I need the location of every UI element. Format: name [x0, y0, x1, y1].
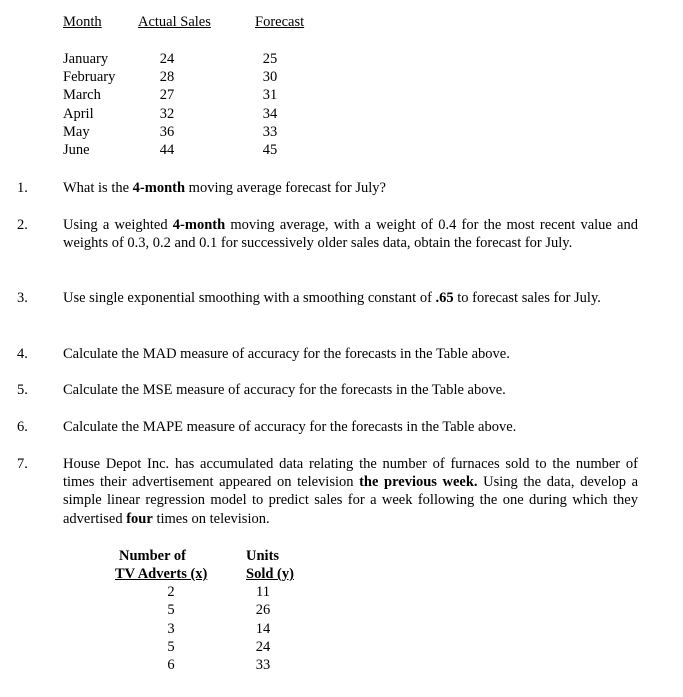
forecast-cell: 45 — [262, 142, 278, 158]
month-cell: May — [63, 124, 90, 140]
forecast-cell: 30 — [262, 69, 278, 85]
question-number: 6. — [17, 419, 28, 435]
forecast-cell: 34 — [262, 106, 278, 122]
actual-cell: 44 — [159, 142, 175, 158]
header-y-line2: Sold (y) — [246, 566, 294, 582]
forecast-cell: 33 — [262, 124, 278, 140]
y-cell: 24 — [255, 639, 271, 655]
header-x-line2: TV Adverts (x) — [115, 566, 208, 582]
question-number: 5. — [17, 382, 28, 398]
question-text: Calculate the MSE measure of accuracy for the forecasts in the Table above. — [63, 382, 506, 398]
forecast-cell: 31 — [262, 87, 278, 103]
header-actual-sales: Actual Sales — [138, 14, 211, 30]
question-text: Using a weighted 4-month moving average, with a weight of 0.4 for the most recent value and weights of 0.3, 0.2 and 0.1 for successively older sales data, obtain the forecast for July. — [63, 217, 638, 252]
header-month: Month — [63, 14, 102, 30]
y-cell: 26 — [255, 602, 271, 618]
y-cell: 14 — [255, 621, 271, 637]
question-text: Use single exponential smoothing with a smoothing constant of .65 to forecast sales for July. — [63, 290, 601, 306]
question-text: Calculate the MAD measure of accuracy for the forecasts in the Table above. — [63, 346, 510, 362]
header-y-line1: Units — [246, 548, 280, 564]
question-number: 1. — [17, 180, 28, 196]
header-x-line1: Number of — [119, 548, 186, 564]
x-cell: 6 — [167, 657, 175, 673]
question-number: 2. — [17, 217, 28, 233]
question-text: What is the 4-month moving average forecast for July? — [63, 180, 386, 196]
x-cell: 5 — [167, 602, 175, 618]
month-cell: February — [63, 69, 116, 85]
x-cell: 3 — [167, 621, 175, 637]
month-cell: April — [63, 106, 94, 122]
actual-cell: 36 — [159, 124, 175, 140]
actual-cell: 32 — [159, 106, 175, 122]
y-cell: 33 — [255, 657, 271, 673]
actual-cell: 27 — [159, 87, 175, 103]
month-cell: January — [63, 51, 109, 67]
question-number: 3. — [17, 290, 28, 306]
header-forecast: Forecast — [255, 14, 305, 30]
forecast-cell: 25 — [262, 51, 278, 67]
question-text: Calculate the MAPE measure of accuracy for the forecasts in the Table above. — [63, 419, 517, 435]
question-text: House Depot Inc. has accumulated data relating the number of furnaces sold to the number of times their advertisement appeared on television the previous week. Using the data, develop a simple linear regression model to predict sales for a week following the one during which they advertised four times on television. — [63, 456, 639, 527]
x-cell: 5 — [167, 639, 175, 655]
question-number: 7. — [17, 456, 28, 472]
x-cell: 2 — [167, 584, 175, 600]
month-cell: June — [63, 142, 90, 158]
month-cell: March — [63, 87, 101, 103]
question-number: 4. — [17, 346, 28, 362]
actual-cell: 28 — [159, 69, 175, 85]
actual-cell: 24 — [159, 51, 175, 67]
y-cell: 11 — [256, 584, 270, 600]
